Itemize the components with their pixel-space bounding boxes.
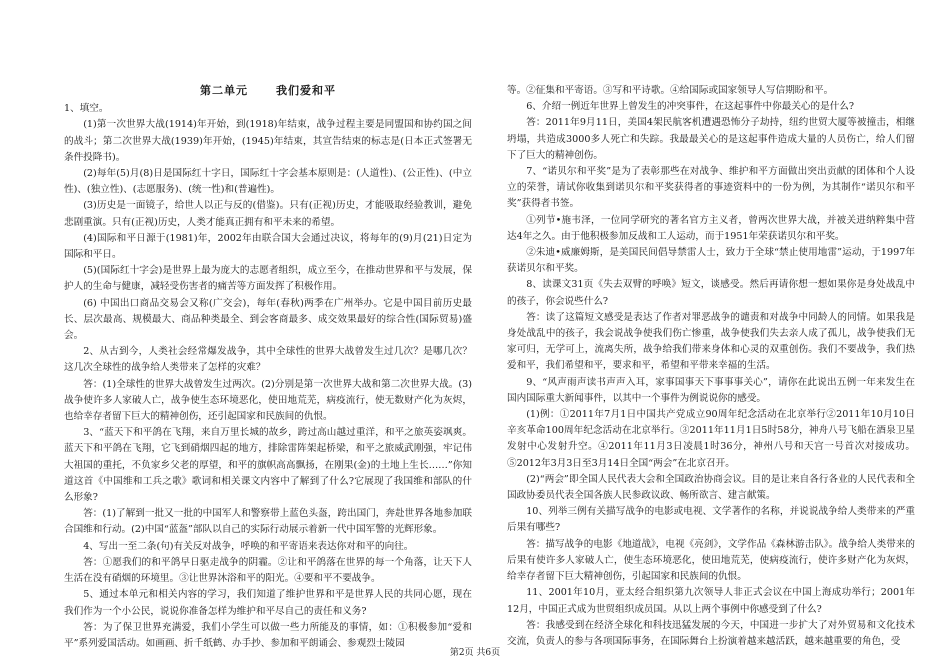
paragraph: 答：我感受到在经济全球化和科技迅猛发展的今天，中国进一步扩大了对外贸易和文化技术交流，负责人的参与各项国际事务，在国际舞台上扮演着越来越活跃，越来越重要的角色，受 xyxy=(507,619,915,647)
paragraph: 答：①愿我们的和平鸽早日驱走战争的阴霾。②让和平鸽落在世界的每一个角落，让天下人生活在没有硝烟的环境里。③让世界沐浴和平的阳光。④要和平不要战争。 xyxy=(64,556,472,585)
paragraph: ①列节•施韦泽，一位同学研究的著名官方主义者，曾两次世界大战，并被关进纳粹集中营达4年之久。由于他积极参加反战和工人运动，而于1951年荣获诺贝尔和平奖。 xyxy=(507,214,915,242)
page-title xyxy=(64,83,472,99)
paragraph: 答：读了这篇短文感受是表达了作者对罪恶战争的谴责和对战争中同龄人的同情。如果我是身处战乱中的孩子，我会说战争使我们伤亡惨重，战争使我们失去亲人成了孤儿，战争使我们无家可归，无学可上，流离失所，战争给我们带来身体和心灵的双重创伤。我们不要战争，我们热爱和平，我们希望和平，要求和平，希望和平带来幸福的生活。 xyxy=(507,311,915,372)
paragraph: 5、通过本单元和相关内容的学习，我们知道了维护世界和平是世界人民的共同心愿，现在我们作为一个小公民，说说你准备怎样为维护和平尽自己的责任和义务? xyxy=(64,589,472,617)
paragraph: 3、“蓝天下和平鸽在飞翔，来自万里长城的故乡，跨过高山越过重洋，和平之旅英姿飒爽。蓝天下和平鸽在飞翔，它飞到硝烟四起的地方，排除雷阵架起桥梁，和平之旅威武刚强，牢记伟大祖国的重托，不负家乡父老的厚望，和平的旗帜高高飘扬，在刚果(金)的土地上生长……”你知道这首《中国维和工兵之歌》歌词和相关课文内容中了解到了什么?它展现了我国维和部队的什么形象? xyxy=(64,427,472,504)
paragraph: (5)(国际红十字会)是世界上最为庞大的志愿者组织，成立至今，在推动世界和平与发展，保护人的生命与健康，减轻受伤害者的痛苦等方面发挥了积极作用。 xyxy=(64,265,472,293)
paragraph: 7、“诺贝尔和平奖”是为了表彰那些在对战争、维护和平方面做出突出贡献的团体和个人设立的荣誉，请试你收集到诺贝尔和平奖获得者的事迹资料中的一份为例，为其制作“诺贝尔和平奖”获得者书签。 xyxy=(507,166,915,210)
page-footer: 第2页 共6页 xyxy=(449,648,501,658)
paragraph: 答：描写战争的电影《地道战》，电视《亮剑》，文学作品《森林游击队》。战争给人类带来的后果有使许多人家破人亡，使生态环境恶化，使田地荒芜，使病疫流行，使许多财产化为灰烬，给幸存者留下巨大精神创伤，引起国家和民族间的仇恨。 xyxy=(507,538,915,583)
paragraph: 答：2011年9月11日，美国4架民航客机遭遇恐怖分子劫持，纽约世贸大厦等被撞击，相继坍塌，共造成3000多人死亡和失踪。我最最关心的是这起事件造成大量的人员伤亡，给人们留下了巨大的精神创伤。 xyxy=(507,117,915,161)
unit-topic: 我们爱和平 xyxy=(276,84,336,97)
left-column xyxy=(64,83,472,652)
paragraph: (1)例：①2011年7月1日中国共产党成立90周年纪念活动在北京举行②2011年10月10日辛亥革命100周年纪念活动在北京举行。③2011年11月1日5时58分，神舟八号飞船在酒泉卫星发射中心发射升空。④2011年11月3日凌晨1时36分，神州八号和天宫一号首次对接成功。⑤2012年3月3日至3月14日全国“两会”在北京召开。 xyxy=(507,409,915,469)
paragraph: 11、2001年10月，亚太经合组织第九次领导人非正式会议在中国上海成功举行；2001年12月，中国正式成为世贸组织成员国。从以上两个事例中你感受到了什么? xyxy=(507,587,915,615)
paragraph: (2)“两会”即全国人民代表大会和全国政治协商会议。目的是让来自各行各业的人民代表和全国政协委员代表全国各族人民参政议政、畅所欲言、建言献策。 xyxy=(507,473,915,502)
paragraph: 8、读课文31页《失去双臂的呼唤》短文，谈感受。然后再请你想一想如果你是身处战乱中的孩子，你会说些什么? xyxy=(507,279,915,307)
paragraph: 6、介绍一例近年世界上曾发生的冲突事件，在这起事件中你最关心的是什么? xyxy=(526,101,855,113)
paragraph: 答：(1)了解到一批又一批的中国军人和警察带上蓝色头盔，跨出国门，奔赴世界各地参加联合国维和行动。(2)中国“蓝盔”部队以自己的实际行动展示着新一代中国军警的光辉形象。 xyxy=(64,508,472,536)
unit-label: 第二单元 xyxy=(200,84,248,97)
paragraph: (4)国际和平日源于(1981)年，2002年由联合国大会通过决议，将每年的(9)月(21)日定为国际和平日。 xyxy=(64,232,472,261)
paragraph: 4、写出一至二条(句)有关反对战争，呼唤的和平寄语来表达你对和平的向往。 xyxy=(83,540,414,552)
paragraph: (3)历史是一面镜子，给世人以正与反的(借鉴)。只有(正视)历史，才能吸取经验教训，避免悲剧重演。只有(正视)历史，人类才能真正拥有和平未来的希望。 xyxy=(64,200,472,228)
paragraph: ②朱迪•威廉姆斯，是美国民间倡导禁雷人士，致力于全球“禁止使用地雷”运动，于1997年获诺贝尔和平奖。 xyxy=(507,247,915,275)
paragraph: (2)每年(5)月(8)日是国际红十字日，国际红十字会基本原则是：(人道性)、(公正性)、(中立性)、(独立性)、(志愿服务)、(统一性)和(普遍性)。 xyxy=(64,168,472,196)
right-column xyxy=(507,83,915,650)
paragraph: 2、从古到今，人类社会经常爆发战争，其中全球性的世界大战曾发生过几次？是哪几次？这几次全球性的战争给人类带来了怎样的灾难？ xyxy=(64,346,472,374)
paragraph: 等。②征集和平寄语。③写和平诗歌。④给国际或国家领导人写信期盼和平。 xyxy=(507,85,834,96)
paragraph: 1、填空。 xyxy=(64,103,109,115)
paragraph: (1)第一次世界大战(1914)年开始，到(1918)年结束，战争过程主要是同盟国和协约国之间的战斗；第二次世界大战(1939)年开始，(1945)年结束，其宣告结束的标志是(日本正式签署无条件投降书)。 xyxy=(64,119,472,163)
paragraph: (6) 中国出口商品交易会又称(广交会)，每年(春秋)两季在广州举办。它是中国目前历史最长、层次最高、规模最大、商品种类最全、到会客商最多、成交效果最好的综合性(国际贸易)盛会。 xyxy=(64,297,472,342)
paragraph: 答：(1)全球性的世界大战曾发生过两次。(2)分别是第一次世界大战和第二次世界大战。(3)战争使许多人家破人亡，战争使生态环境恶化，使田地荒芜，病疫流行，使无数财产化为灰烬，也给幸存者留下巨大的精神创伤，还引起国家和民族间的仇恨。 xyxy=(64,378,472,423)
paragraph: 10、列举三例有关描写战争的电影或电视、文学著作的名称，并说说战争给人类带来的严重后果有哪些? xyxy=(507,506,915,534)
paragraph: 答：为了保卫世界充满爱，我们小学生可以做一些力所能及的事情，如：①积极参加“爱和平”系列爱国活动。如画画、折千纸鹤、办手抄、参加和平朗诵会、参观烈士陵园 xyxy=(64,621,472,649)
paragraph: 9、“风声雨声读书声声入耳，家事国事天下事事事关心”，请你在此说出五例一年来发生在国内国际重大新闻事件，以其中一个事件为例说说你的感受。 xyxy=(507,376,915,404)
